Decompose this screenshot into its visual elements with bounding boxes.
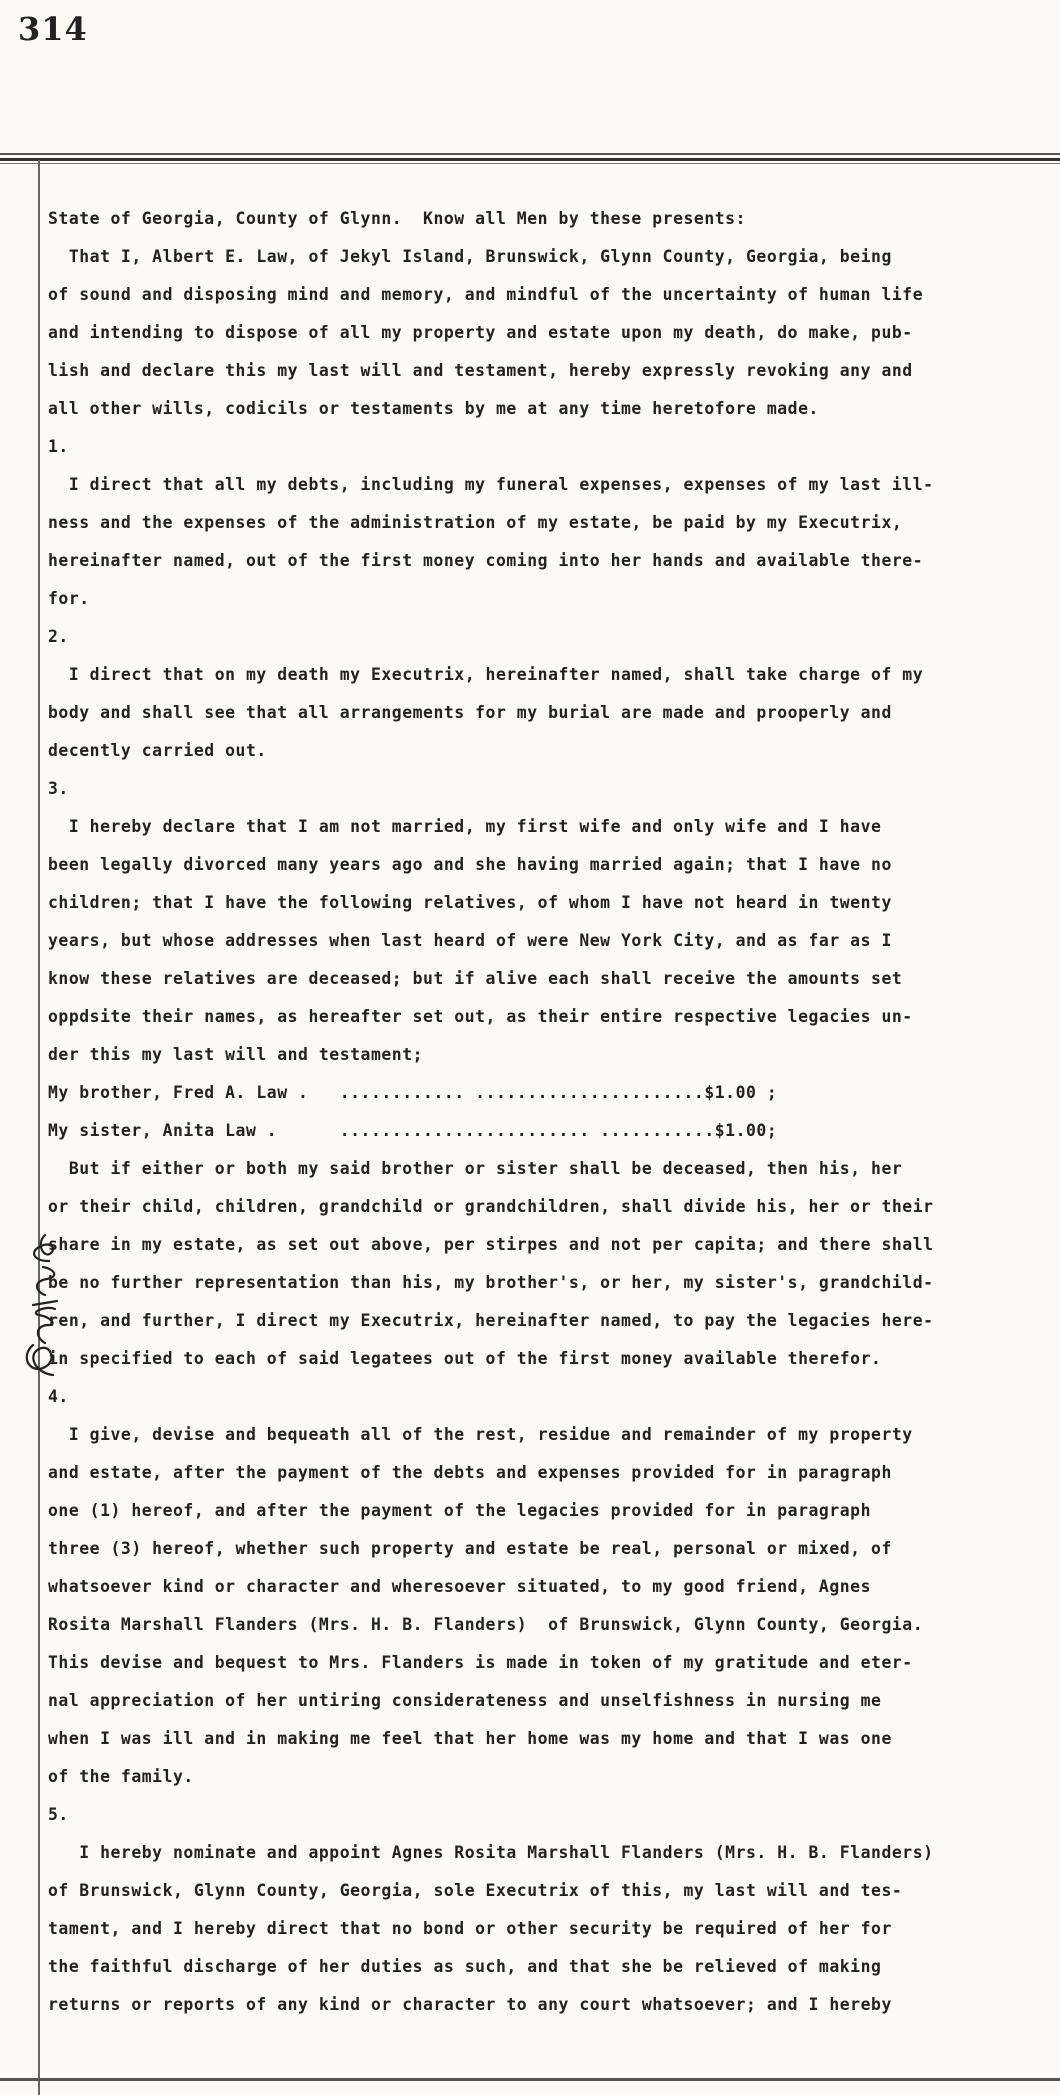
text-line: I give, devise and bequeath all of the rest, residue and remainder of my property: [48, 1425, 913, 1444]
text-line: State of Georgia, County of Glynn. Know all Men by these presents:: [48, 209, 747, 228]
text-line: three (3) hereof, whether such property and estate be real, personal or mixed, of: [48, 1539, 892, 1558]
text-line: years, but whose addresses when last heard of were New York City, and as far as I: [48, 931, 892, 950]
text-line: ren, and further, I direct my Executrix, hereinafter named, to pay the legacies here-: [48, 1311, 934, 1330]
text-line: all other wills, codicils or testaments by me at any time heretofore made.: [48, 399, 819, 418]
paragraph-number: 5.: [48, 1805, 69, 1824]
text-line: of sound and disposing mind and memory, and mindful of the uncertainty of human life: [48, 285, 924, 304]
text-line: of Brunswick, Glynn County, Georgia, sole Executrix of this, my last will and tes-: [48, 1881, 903, 1900]
text-line: returns or reports of any kind or character to any court whatsoever; and I hereby: [48, 1995, 892, 2014]
text-line: or their child, children, grandchild or grandchildren, shall divide his, her or their: [48, 1197, 934, 1216]
text-line: I direct that on my death my Executrix, hereinafter named, shall take charge of my: [48, 665, 924, 684]
text-line: of the family.: [48, 1767, 194, 1786]
text-line: know these relatives are deceased; but if alive each shall receive the amounts set: [48, 969, 903, 988]
text-line: been legally divorced many years ago and she having married again; that I have no: [48, 855, 892, 874]
text-line: I hereby nominate and appoint Agnes Rosita Marshall Flanders (Mrs. H. B. Flanders): [48, 1843, 934, 1862]
text-line: share in my estate, as set out above, per stirpes and not per capita; and there shall: [48, 1235, 934, 1254]
text-line: That I, Albert E. Law, of Jekyl Island, Brunswick, Glynn County, Georgia, being: [48, 247, 892, 266]
text-line: tament, and I hereby direct that no bond or other security be required of her for: [48, 1919, 892, 1938]
paragraph-number: 3.: [48, 779, 69, 798]
text-line: and intending to dispose of all my property and estate upon my death, do make, pub-: [48, 323, 913, 342]
text-line: I direct that all my debts, including my funeral expenses, expenses of my last ill-: [48, 475, 934, 494]
text-line: be no further representation than his, my brother's, or her, my sister's, grandchild-: [48, 1273, 934, 1292]
text-line: But if either or both my said brother or sister shall be deceased, then his, her: [48, 1159, 903, 1178]
legacy-line: My sister, Anita Law . ........................ ...........$1.00;: [48, 1121, 778, 1140]
text-line: I hereby declare that I am not married, my first wife and only wife and I have: [48, 817, 882, 836]
text-line: This devise and bequest to Mrs. Flanders is made in token of my gratitude and eter-: [48, 1653, 913, 1672]
paragraph-number: 4.: [48, 1387, 69, 1406]
legacy-line: My brother, Fred A. Law . ............ ......................$1.00 ;: [48, 1083, 778, 1102]
text-line: the faithful discharge of her duties as such, and that she be relieved of making: [48, 1957, 882, 1976]
text-line: lish and declare this my last will and testament, hereby expressly revoking any and: [48, 361, 913, 380]
paragraph-number: 1.: [48, 437, 69, 456]
text-line: body and shall see that all arrangements for my burial are made and prooperly and: [48, 703, 892, 722]
text-line: oppdsite their names, as hereafter set out, as their entire respective legacies un-: [48, 1007, 913, 1026]
text-line: whatsoever kind or character and wheresoever situated, to my good friend, Agnes: [48, 1577, 872, 1596]
paragraph-number: 2.: [48, 627, 69, 646]
text-line: one (1) hereof, and after the payment of the legacies provided for in paragraph: [48, 1501, 872, 1520]
text-line: hereinafter named, out of the first money coming into her hands and available there-: [48, 551, 924, 570]
text-line: der this my last will and testament;: [48, 1045, 424, 1064]
text-line: when I was ill and in making me feel that her home was my home and that I was one: [48, 1729, 892, 1748]
bottom-rule: [0, 2078, 1060, 2081]
page-number: 314: [18, 10, 88, 48]
header-rule-lower: [0, 163, 1060, 164]
left-margin-rule: [38, 160, 40, 2095]
text-line: children; that I have the following relatives, of whom I have not heard in twenty: [48, 893, 892, 912]
text-line: Rosita Marshall Flanders (Mrs. H. B. Flanders) of Brunswick, Glynn County, Georgia.: [48, 1615, 924, 1634]
text-line: ness and the expenses of the administration of my estate, be paid by my Executrix,: [48, 513, 903, 532]
text-line: for.: [48, 589, 90, 608]
header-rule-thin: [0, 153, 1060, 155]
text-line: and estate, after the payment of the debts and expenses provided for in paragraph: [48, 1463, 892, 1482]
text-line: nal appreciation of her untiring considerateness and unselfishness in nursing me: [48, 1691, 882, 1710]
text-line: in specified to each of said legatees out of the first money available therefor.: [48, 1349, 882, 1368]
text-line: decently carried out.: [48, 741, 267, 760]
header-rule-thick: [0, 158, 1060, 161]
